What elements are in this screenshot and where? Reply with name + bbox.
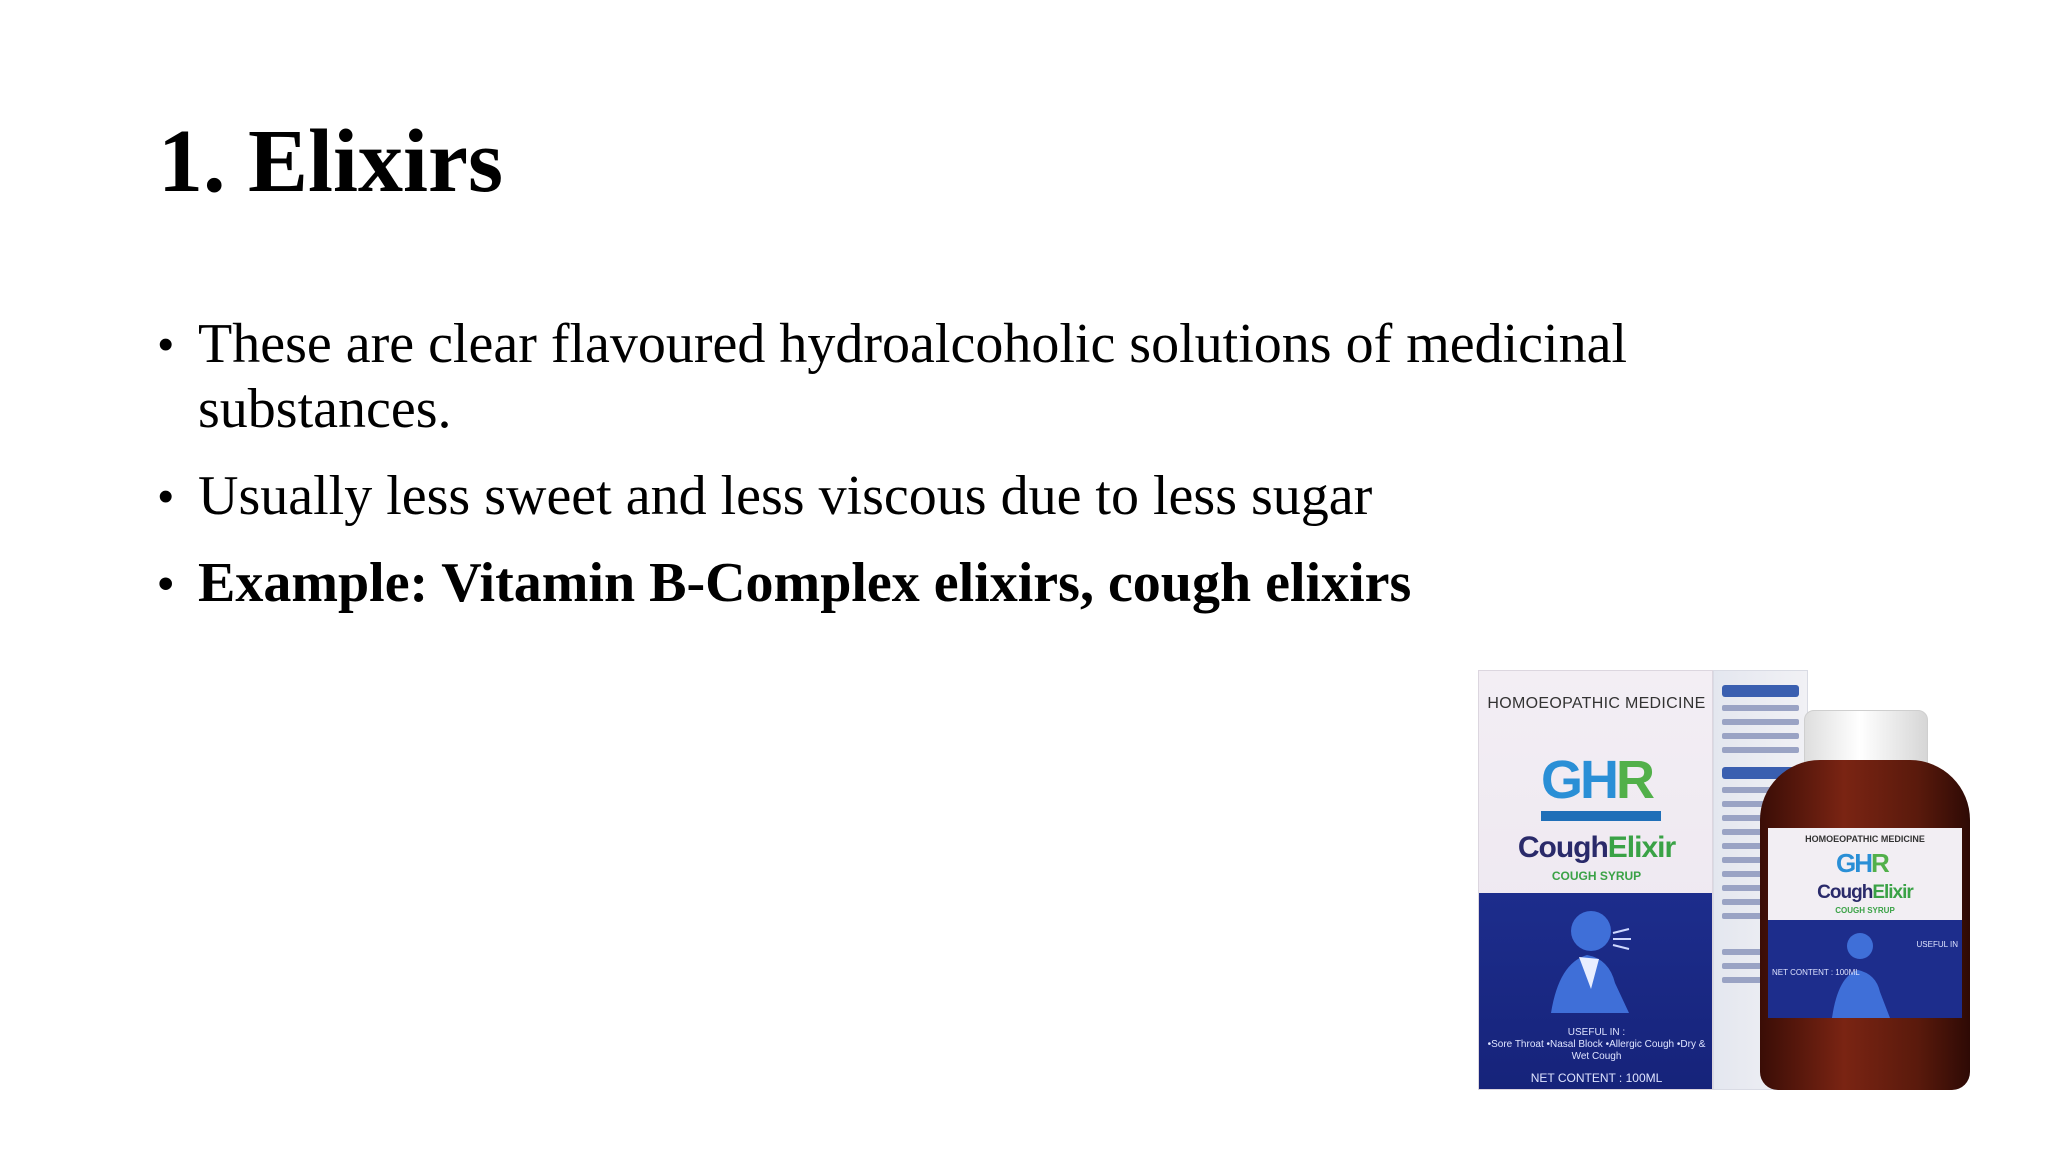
bullet-text: These are clear flavoured hydroalcoholic solutions of medicinal substances. (198, 313, 1628, 440)
product-subtitle: COUGH SYRUP (1551, 869, 1642, 883)
product-box (1478, 670, 1808, 1090)
bullet-dot-icon: • (158, 559, 174, 608)
bullet-item (158, 464, 1858, 529)
bullet-item (158, 312, 1858, 442)
product-image (1478, 660, 1998, 1090)
product-bottle (1760, 710, 1970, 1090)
box-header: HOMOEOPATHIC MEDICINE (1487, 695, 1706, 712)
bullet-item (158, 551, 1858, 616)
bullet-dot-icon: • (158, 472, 174, 521)
bullet-list (158, 312, 1858, 638)
bottle-logo: GHR (1836, 848, 1888, 878)
person-coughing-icon (1479, 893, 1713, 1023)
product-name: CoughElixir (1517, 831, 1676, 864)
slide-title: 1. Elixirs (158, 112, 504, 211)
bullet-text: Example: Vitamin B-Complex elixirs, cough elixirs (198, 552, 1412, 614)
bullet-text: Usually less sweet and less viscous due to less sugar (198, 465, 1373, 527)
net-content: NET CONTENT : 100ML (1530, 1071, 1663, 1085)
uses-text: USEFUL IN : •Sore Throat •Nasal Block •Allergic Cough •Dry & Wet Cough (1487, 1027, 1706, 1062)
box-panel (1479, 893, 1713, 1090)
brand-logo: GHR (1541, 753, 1661, 817)
bottle-label: HOMOEOPATHIC MEDICINE GHR CoughElixir COUGH SYRUP NET CONTENT : 100ML USEFUL IN (1768, 828, 1962, 1018)
bullet-dot-icon: • (158, 320, 174, 369)
box-front (1478, 670, 1713, 1090)
